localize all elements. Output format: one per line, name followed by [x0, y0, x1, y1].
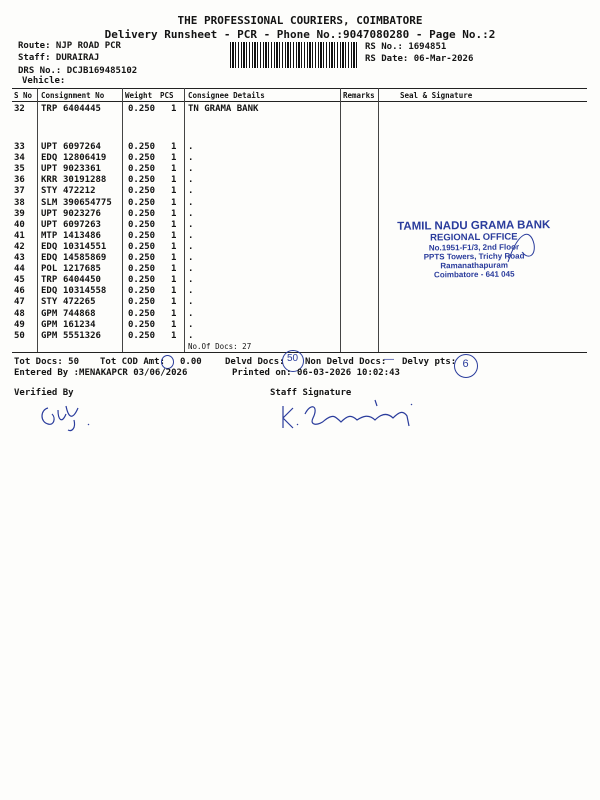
- row-pcs: 1: [171, 308, 177, 319]
- row-pcs: 1: [171, 104, 177, 114]
- row-num: 14585869: [63, 253, 107, 263]
- row-consignee: .: [188, 175, 194, 186]
- row-consignee: .: [188, 153, 194, 164]
- col-header-weight: Weight: [125, 91, 153, 100]
- col-header-pcs: PCS: [160, 91, 174, 100]
- row-code: EDQ: [41, 286, 58, 297]
- row-pcs: 1: [171, 219, 177, 230]
- delivered-docs-label: Delvd Docs:: [225, 357, 285, 367]
- row-weight: 0.250: [128, 230, 156, 241]
- row-weight: 0.250: [128, 241, 156, 252]
- row-consignee: .: [188, 164, 194, 175]
- row-consignee: .: [188, 264, 194, 275]
- row-code: STY: [41, 186, 58, 197]
- col-header-sno: S No: [14, 91, 33, 100]
- row-weight: 0.250: [128, 197, 156, 208]
- stamp-line: No.1951-F1/3, 2nd Floor: [428, 242, 520, 253]
- total-cod-label: Tot COD Amt:: [100, 357, 166, 367]
- cod-handwritten-circle: [161, 355, 174, 369]
- table-top-rule: [12, 88, 587, 89]
- row-num: 161234: [63, 319, 96, 330]
- row-code: GPM: [41, 308, 58, 319]
- row-consignee: TN GRAMA BANK: [188, 104, 259, 114]
- row-num: 1217685: [63, 264, 101, 275]
- stamp-line: TAMIL NADU GRAMA BANK: [397, 219, 551, 233]
- company-title: THE PROFESSIONAL COURIERS, COIMBATORE: [177, 14, 423, 27]
- row-sno: 38: [14, 197, 25, 208]
- entered-by: Entered By :MENAKAPCR 03/06/2026: [14, 368, 188, 378]
- row-code: EDQ: [41, 153, 58, 164]
- row-pcs: 1: [171, 319, 177, 330]
- verified-by-label: Verified By: [14, 388, 74, 398]
- row-sno: 42: [14, 241, 25, 252]
- row-num: 5551326: [63, 330, 101, 341]
- col-divider: [37, 88, 38, 352]
- handwritten-mark-icon: [500, 222, 550, 270]
- delivery-points-handwritten: 6: [462, 358, 469, 370]
- row-weight: 0.250: [128, 142, 156, 152]
- row-num: 472265: [63, 297, 96, 308]
- row-code: UPT: [41, 164, 58, 175]
- row-code: MTP: [41, 230, 58, 241]
- row-pcs: 1: [171, 197, 177, 208]
- row-num: 744868: [63, 308, 96, 319]
- row-sno: 47: [14, 297, 25, 308]
- barcode-image: [230, 42, 358, 68]
- row-code: STY: [41, 297, 58, 308]
- row-code: GPM: [41, 319, 58, 330]
- row-weight: 0.250: [128, 186, 156, 197]
- row-sno: 32: [14, 104, 25, 114]
- row-sno: 35: [14, 164, 25, 175]
- row-code: KRR: [41, 175, 58, 186]
- non-delivered-docs-label: Non Delvd Docs:: [305, 357, 387, 367]
- row-code: POL: [41, 264, 58, 275]
- row-code: TRP: [41, 104, 58, 114]
- row-sno: 49: [14, 319, 25, 330]
- row-pcs: 1: [171, 230, 177, 241]
- row-pcs: 1: [171, 175, 177, 186]
- row-pcs: 1: [171, 241, 177, 252]
- staff-signature-icon: [275, 396, 425, 438]
- route-label: Route: NJP ROAD PCR: [18, 41, 121, 51]
- non-delivered-handwritten: —: [384, 354, 394, 365]
- rs-number: RS No.: 1694851: [365, 42, 447, 52]
- row-num: 9023276: [63, 208, 101, 219]
- stamp-line: PPTS Towers, Trichy Road: [423, 251, 525, 262]
- row-sno: 41: [14, 230, 25, 241]
- total-cod-value: 0.00: [180, 357, 202, 367]
- row-code: EDQ: [41, 253, 58, 263]
- row-num: 10314558: [63, 286, 107, 297]
- stamp-line: Coimbatore - 641 045: [433, 269, 515, 280]
- row-pcs: 1: [171, 286, 177, 297]
- vehicle-label: Vehicle:: [22, 76, 66, 86]
- row-num: 10314551: [63, 241, 107, 252]
- row-consignee: .: [188, 308, 194, 319]
- row-weight: 0.250: [128, 275, 156, 286]
- row-code: SLM: [41, 197, 58, 208]
- row-pcs: 1: [171, 164, 177, 175]
- row-pcs: 1: [171, 208, 177, 219]
- row-num: 6404450: [63, 275, 101, 286]
- row-weight: 0.250: [128, 308, 156, 319]
- row-weight: 0.250: [128, 104, 156, 114]
- row-num: 472212: [63, 186, 96, 197]
- row-pcs: 1: [171, 264, 177, 275]
- row-num: 6097263: [63, 219, 101, 230]
- drs-number: DRS No.: DCJB169485102: [18, 66, 138, 76]
- col-divider: [122, 88, 123, 352]
- row-weight: 0.250: [128, 153, 156, 164]
- row-sno: 36: [14, 175, 25, 186]
- row-weight: 0.250: [128, 175, 156, 186]
- col-header-seal: Seal & Signature: [400, 91, 473, 100]
- total-docs: Tot Docs: 50: [14, 357, 80, 367]
- row-consignee: .: [188, 197, 194, 208]
- col-header-remarks: Remarks: [343, 91, 375, 100]
- row-pcs: 1: [171, 275, 177, 286]
- row-consignee: .: [188, 219, 194, 230]
- row-consignee: .: [188, 230, 194, 241]
- row-consignee: .: [188, 286, 194, 297]
- row-sno: 46: [14, 286, 25, 297]
- row-weight: 0.250: [128, 286, 156, 297]
- row-weight: 0.250: [128, 208, 156, 219]
- row-code: TRP: [41, 275, 58, 286]
- row-sno: 39: [14, 208, 25, 219]
- row-pcs: 1: [171, 153, 177, 164]
- row-sno: 33: [14, 142, 25, 152]
- row-code: UPT: [41, 142, 58, 152]
- row-consignee: .: [188, 241, 194, 252]
- row-num: 6404445: [63, 104, 101, 114]
- row-weight: 0.250: [128, 264, 156, 275]
- row-num: 9023361: [63, 164, 101, 175]
- no-of-docs: No.Of Docs: 27: [188, 342, 252, 351]
- stamp-line: Ramanathapuram: [440, 260, 508, 271]
- row-weight: 0.250: [128, 164, 156, 175]
- row-consignee: .: [188, 253, 194, 263]
- col-divider: [378, 88, 379, 352]
- row-num: 12806419: [63, 153, 107, 164]
- row-weight: 0.250: [128, 219, 156, 230]
- row-consignee: .: [188, 142, 194, 152]
- table-header-rule: [12, 101, 587, 102]
- verifier-signature-icon: [36, 400, 106, 434]
- row-pcs: 1: [171, 253, 177, 263]
- row-code: GPM: [41, 330, 58, 341]
- row-code: UPT: [41, 208, 58, 219]
- delivery-points-label: Delvy pts:: [402, 357, 457, 367]
- row-pcs: 1: [171, 142, 177, 152]
- delivered-docs-handwritten: 50: [286, 353, 299, 364]
- row-pcs: 1: [171, 186, 177, 197]
- row-consignee: .: [188, 186, 194, 197]
- col-divider: [184, 88, 185, 352]
- stamp-line: REGIONAL OFFICE: [430, 231, 518, 244]
- printed-on: Printed on: 06-03-2026 10:02:43: [232, 368, 400, 378]
- col-header-consignment: Consignment No: [41, 91, 105, 100]
- row-code: UPT: [41, 219, 58, 230]
- row-weight: 0.250: [128, 297, 156, 308]
- row-code: EDQ: [41, 241, 58, 252]
- row-sno: 34: [14, 153, 25, 164]
- rs-date: RS Date: 06-Mar-2026: [365, 54, 474, 64]
- staff-signature-label: Staff Signature: [270, 388, 352, 398]
- row-pcs: 1: [171, 330, 177, 341]
- row-num: 390654775: [63, 197, 112, 208]
- row-sno: 40: [14, 219, 25, 230]
- runsheet-subtitle: Delivery Runsheet - PCR - Phone No.:9047080280 - Page No.:2: [104, 28, 496, 41]
- row-sno: 45: [14, 275, 25, 286]
- row-sno: 37: [14, 186, 25, 197]
- row-consignee: .: [188, 275, 194, 286]
- row-pcs: 1: [171, 297, 177, 308]
- row-num: 30191288: [63, 175, 107, 186]
- col-divider: [340, 88, 341, 352]
- row-consignee: .: [188, 297, 194, 308]
- row-consignee: .: [188, 319, 194, 330]
- row-weight: 0.250: [128, 330, 156, 341]
- row-num: 6097264: [63, 142, 101, 152]
- row-num: 1413486: [63, 230, 101, 241]
- row-sno: 43: [14, 253, 25, 263]
- row-consignee: .: [188, 208, 194, 219]
- row-sno: 44: [14, 264, 25, 275]
- row-sno: 48: [14, 308, 25, 319]
- row-sno: 50: [14, 330, 25, 341]
- row-weight: 0.250: [128, 253, 156, 263]
- row-weight: 0.250: [128, 319, 156, 330]
- row-consignee: .: [188, 330, 194, 341]
- col-header-consignee: Consignee Details: [188, 91, 265, 100]
- staff-label: Staff: DURAIRAJ: [18, 53, 100, 63]
